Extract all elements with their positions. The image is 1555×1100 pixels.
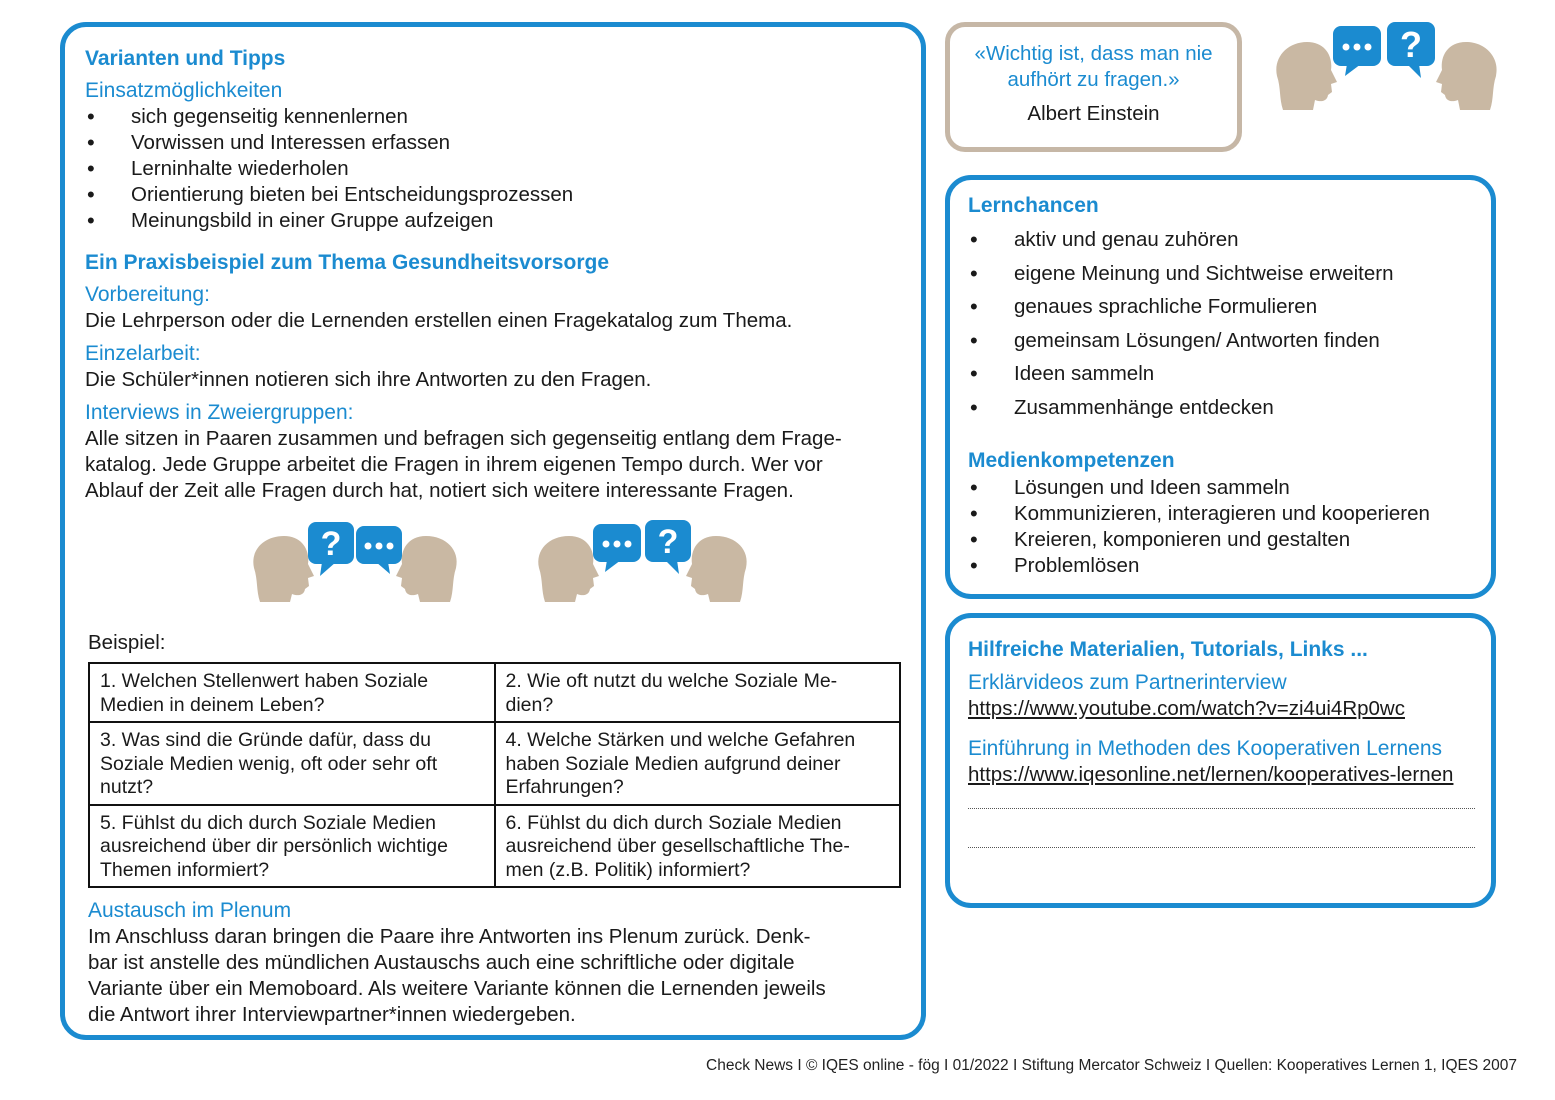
beispiel-label: Beispiel: (88, 631, 166, 654)
speech-bubble-question-icon (308, 522, 354, 576)
quote-text (960, 41, 1227, 93)
question-cell: 6. Fühlst du dich durch Soziale Medien ausreichend über gesellschaftliche The- men (z.B. Politik) informiert? (495, 805, 901, 888)
lernchancen-list (968, 223, 1473, 425)
interviews-text (85, 426, 899, 504)
vorbereitung-text: Die Lehrperson oder die Lernenden erstellen einen Fragekatalog zum Thema. (85, 309, 793, 332)
lernchancen-title: Lernchancen (968, 194, 1099, 217)
questions-table (88, 662, 901, 888)
head-icon (1276, 42, 1337, 110)
materialien-panel (945, 613, 1496, 908)
list-item: • Orientierung bieten bei Entscheidungsprozessen (85, 182, 899, 208)
head-icon (1436, 42, 1497, 110)
materialien-title: Hilfreiche Materialien, Tutorials, Links ... (968, 638, 1368, 661)
list-item: • Problemlösen (968, 553, 1473, 579)
list-item: • Kreieren, komponieren und gestalten (968, 527, 1473, 553)
text-line: Variante über ein Memoboard. Als weitere Variante können die Lernenden jeweils (88, 977, 826, 1000)
interview-illustration-2 (535, 518, 750, 606)
speech-bubble-dots-icon (1333, 26, 1381, 76)
iqes-link[interactable]: https://www.iqesonline.net/lernen/kooperatives-lernen (968, 763, 1454, 786)
list-item: • Meinungsbild in einer Gruppe aufzeigen (85, 208, 899, 234)
text-line: Alle sitzen in Paaren zusammen und befragen sich gegenseitig entlang dem Frage- (85, 427, 842, 450)
interview-illustration-1 (250, 520, 460, 608)
question-cell: 5. Fühlst du dich durch Soziale Medien ausreichend über dir persönlich wichtige Themen informiert? (89, 805, 495, 888)
einsatz-list (85, 104, 899, 234)
link1-heading: Erklärvideos zum Partnerinterview (968, 671, 1287, 694)
vorbereitung-heading: Vorbereitung: (85, 283, 210, 306)
speech-bubble-question-icon (1387, 22, 1435, 78)
list-item: • Lösungen und Ideen sammeln (968, 475, 1473, 501)
list-item: • Kommunizieren, interagieren und kooperieren (968, 501, 1473, 527)
list-item: • genaues sprachliche Formulieren (968, 290, 1473, 324)
svg-text:?: ? (1400, 24, 1422, 65)
head-icon (253, 536, 314, 602)
einzel-text: Die Schüler*innen notieren sich ihre Antworten zu den Fragen. (85, 368, 652, 391)
quote-author: Albert Einstein (1027, 102, 1160, 125)
list-item: • gemeinsam Lösungen/ Antworten finden (968, 324, 1473, 358)
list-item: • aktiv und genau zuhören (968, 223, 1473, 257)
lernchancen-panel (945, 175, 1496, 599)
text-line: aufhört zu fragen.» (1007, 68, 1180, 91)
text-line: bar ist anstelle des mündlichen Austauschs auch eine schriftliche oder digitale (88, 951, 795, 974)
list-item: • Ideen sammeln (968, 357, 1473, 391)
question-cell: 1. Welchen Stellenwert haben Soziale Medien in deinem Leben? (89, 663, 495, 722)
speech-bubble-question-icon (645, 520, 691, 574)
interviews-heading: Interviews in Zweiergruppen: (85, 401, 354, 424)
quote-box (945, 22, 1242, 152)
list-item: • Lerninhalte wiederholen (85, 156, 899, 182)
blank-line (968, 847, 1475, 848)
text-line: katalog. Jede Gruppe arbeitet die Fragen in ihrem eigenen Tempo durch. Wer vor (85, 453, 823, 476)
variants-title: Varianten und Tipps (85, 47, 286, 70)
interview-illustration-3 (1275, 20, 1500, 112)
blank-line (968, 808, 1475, 809)
praxis-heading: Ein Praxisbeispiel zum Thema Gesundheitsvorsorge (85, 251, 609, 274)
list-item: • sich gegenseitig kennenlernen (85, 104, 899, 130)
question-cell: 2. Wie oft nutzt du welche Soziale Me- dien? (495, 663, 901, 722)
head-icon (396, 536, 457, 602)
variants-tips-panel (60, 22, 926, 1040)
einsatz-heading: Einsatzmöglichkeiten (85, 79, 283, 102)
head-icon (538, 536, 599, 602)
text-line: Im Anschluss daran bringen die Paare ihre Antworten ins Plenum zurück. Denk- (88, 925, 811, 948)
speech-bubble-dots-icon (593, 524, 641, 572)
medien-list (968, 475, 1473, 579)
list-item: • Vorwissen und Interessen erfassen (85, 130, 899, 156)
einzel-heading: Einzelarbeit: (85, 342, 201, 365)
svg-text:?: ? (320, 525, 342, 563)
text-line: die Antwort ihrer Interviewpartner*innen wiedergeben. (88, 1003, 576, 1026)
question-cell: 4. Welche Stärken und welche Gefahren haben Soziale Medien aufgrund deiner Erfahrungen? (495, 722, 901, 805)
austausch-heading: Austausch im Plenum (88, 899, 292, 922)
list-item: • Zusammenhänge entdecken (968, 391, 1473, 425)
head-icon (686, 536, 747, 602)
footer-credits: Check News I © IQES online - fög I 01/2022 I Stiftung Mercator Schweiz I Quellen: Kooperatives Lernen 1, IQES 2007 (706, 1057, 1517, 1074)
text-line: «Wichtig ist, dass man nie (974, 42, 1213, 65)
svg-text:?: ? (657, 523, 679, 561)
question-cell: 3. Was sind die Gründe dafür, dass du Soziale Medien wenig, oft oder sehr oft nutzt? (89, 722, 495, 805)
austausch-text (88, 924, 899, 1028)
medien-title: Medienkompetenzen (968, 448, 1175, 472)
text-line: Ablauf der Zeit alle Fragen durch hat, notiert sich weitere interessante Fragen. (85, 479, 794, 502)
link2-heading: Einführung in Methoden des Kooperativen Lernens (968, 737, 1442, 760)
list-item: • eigene Meinung und Sichtweise erweitern (968, 257, 1473, 291)
speech-bubble-dots-icon (356, 526, 402, 574)
youtube-link[interactable]: https://www.youtube.com/watch?v=zi4ui4Rp0wc (968, 697, 1405, 720)
